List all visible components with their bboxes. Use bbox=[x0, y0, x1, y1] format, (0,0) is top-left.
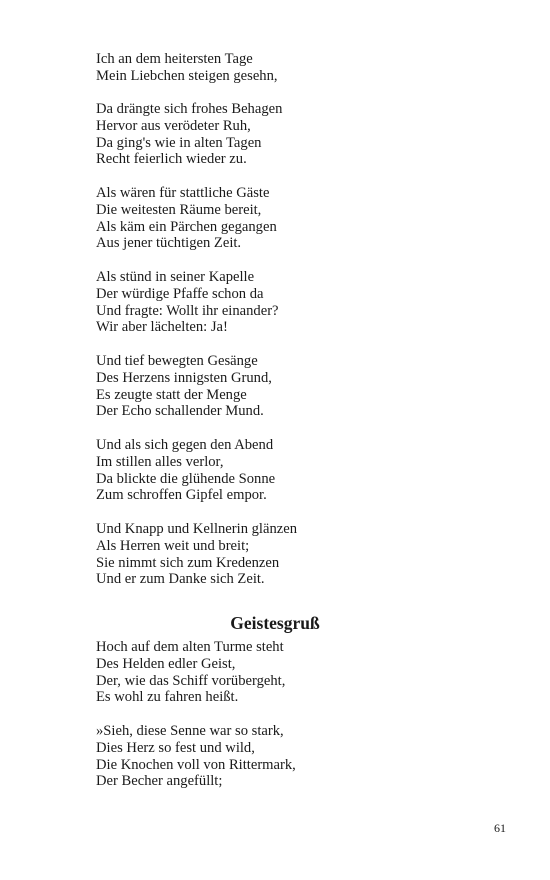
verse-line: Hoch auf dem alten Turme steht bbox=[96, 639, 284, 655]
stanza-7 bbox=[96, 521, 496, 588]
verse-line: Und fragte: Wollt ihr einander? bbox=[96, 302, 279, 319]
verse-line: Dies Herz so fest und wild, bbox=[96, 739, 255, 756]
stanza-2 bbox=[96, 101, 496, 168]
verse-line: Mein Liebchen steigen gesehn, bbox=[96, 67, 278, 84]
verse-line: Wir aber lächelten: Ja! bbox=[96, 319, 228, 336]
verse-line: »Sieh, diese Senne war so stark, bbox=[96, 723, 284, 739]
verse-line: Im stillen alles verlor, bbox=[96, 453, 224, 470]
verse-line: Als stünd in seiner Kapelle bbox=[96, 269, 255, 285]
verse-line: Sie nimmt sich zum Kredenzen bbox=[96, 554, 280, 571]
stanza-1 bbox=[96, 51, 496, 85]
verse-line: Da ging's wie in alten Tagen bbox=[96, 134, 262, 151]
verse-line: Als käm ein Pärchen gegangen bbox=[96, 218, 277, 235]
stanza-4 bbox=[96, 269, 496, 336]
verse-line: Der Echo schallender Mund. bbox=[96, 403, 264, 420]
poem-title: Geistesgruß bbox=[230, 613, 320, 633]
verse-line: Und er zum Danke sich Zeit. bbox=[96, 571, 265, 588]
verse-line: Der würdige Pfaffe schon da bbox=[96, 285, 264, 302]
verse-line: Als wären für stattliche Gäste bbox=[96, 185, 270, 201]
verse-line: Die Knochen voll von Rittermark, bbox=[96, 756, 296, 773]
verse-line: Und Knapp und Kellnerin glänzen bbox=[96, 521, 298, 537]
verse-line: Aus jener tüchtigen Zeit. bbox=[96, 235, 242, 252]
page-number: 61 bbox=[494, 821, 506, 835]
verse-line: Als Herren weit und breit; bbox=[96, 537, 250, 554]
verse-line: Zum schroffen Gipfel empor. bbox=[96, 487, 267, 504]
verse-line: Recht feierlich wieder zu. bbox=[96, 151, 247, 168]
verse-line: Des Herzens innigsten Grund, bbox=[96, 369, 272, 386]
verse-line: Es wohl zu fahren heißt. bbox=[96, 689, 239, 706]
verse-line: Und als sich gegen den Abend bbox=[96, 437, 274, 453]
stanza-5 bbox=[96, 353, 496, 420]
verse-line: Da blickte die glühende Sonne bbox=[96, 470, 276, 487]
verse-line: Es zeugte statt der Menge bbox=[96, 386, 247, 403]
verse-line: Hervor aus verödeter Ruh, bbox=[96, 117, 251, 134]
stanza-9 bbox=[96, 723, 496, 790]
verse-line: Die weitesten Räume bereit, bbox=[96, 201, 262, 218]
verse-line: Der, wie das Schiff vorübergeht, bbox=[96, 672, 286, 689]
stanza-8 bbox=[96, 639, 496, 706]
verse-line: Da drängte sich frohes Behagen bbox=[96, 101, 283, 117]
stanza-3 bbox=[96, 185, 496, 252]
stanza-6 bbox=[96, 437, 496, 504]
verse-line: Der Becher angefüllt; bbox=[96, 773, 223, 790]
verse-line: Und tief bewegten Gesänge bbox=[96, 353, 258, 369]
verse-line: Ich an dem heitersten Tage bbox=[96, 51, 253, 67]
verse-line: Des Helden edler Geist, bbox=[96, 655, 236, 672]
